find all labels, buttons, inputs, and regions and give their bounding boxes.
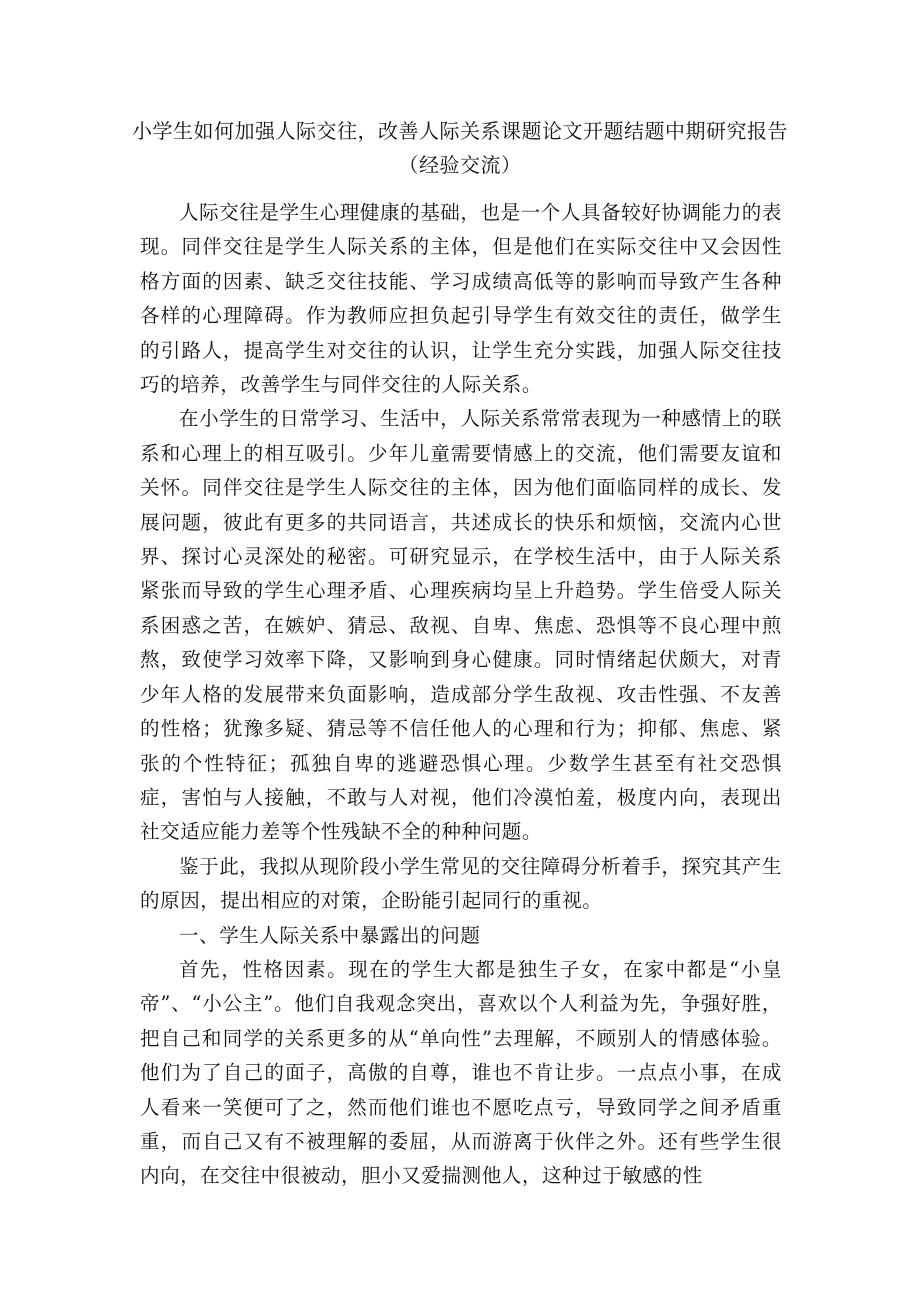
paragraph-personality-factor: 首先，性格因素。现在的学生大都是独生子女，在家中都是“小皇帝”、“小公主”。他们自我观念突出，喜欢以个人利益为先，争强好胜，把自己和同学的关系更多的从“单向性”去理解，不顾别人的情感体验。他们为了自己的面子，高傲的自尊，谁也不肯让步。一点点小事，在成人看来一笑便可了之，然而他们谁也不愿吃点亏，导致同学之间矛盾重重，而自己又有不被理解的委屈，从而游离于伙伴之外。还有些学生很内向，在交往中很被动，胆小又爱揣测他人，这种过于敏感的性 bbox=[140, 957, 782, 1188]
paragraph-purpose: 鉴于此，我拟从现阶段小学生常见的交往障碍分析着手，探究其产生的原因，提出相应的对策，企盼能引起同行的重视。 bbox=[140, 854, 783, 913]
section-heading: 一、学生人际关系中暴露出的问题 bbox=[179, 923, 481, 947]
paragraph-intro: 人际交往是学生心理健康的基础，也是一个人具备较好协调能力的表现。同伴交往是学生人际关系的主体，但是他们在实际交往中又会因性格方面的因素、缺乏交往技能、学习成绩高低等的影响而导致产生各种各样的心理障碍。作为教师应担负起引导学生有效交往的责任，做学生的引路人，提高学生对交往的认识，让学生充分实践，加强人际交往技巧的培养，改善学生与同伴交往的人际关系。 bbox=[140, 201, 783, 397]
document-body bbox=[140, 196, 782, 1194]
paragraph-background: 在小学生的日常学习、生活中，人际关系常常表现为一种感情上的联系和心理上的相互吸引。少年儿童需要情感上的交流，他们需要友谊和关怀。同伴交往是学生人际交往的主体，因为他们面临同样的成长、发展问题，彼此有更多的共同语言，共述成长的快乐和烦恼，交流内心世界、探讨心灵深处的秘密。可研究显示，在学校生活中，由于人际关系紧张而导致的学生心理矛盾、心理疾病均呈上升趋势。学生倍受人际关系困惑之苦，在嫉妒、猜忌、敌视、自卑、焦虑、恐惧等不良心理中煎熬，致使学习效率下降，又影响到身心健康。同时情绪起伏颇大，对青少年人格的发展带来负面影响，造成部分学生敌视、攻击性强、不友善的性格；犹豫多疑、猜忌等不信任他人的心理和行为；抑郁、焦虑、紧张的个性特征；孤独自卑的逃避恐惧心理。少数学生甚至有社交恐惧症，害怕与人接触，不敢与人对视，他们冷漠怕羞，极度内向，表现出社交适应能力差等个性残缺不全的种种问题。 bbox=[140, 407, 783, 844]
document-title: 小学生如何加强人际交往，改善人际关系课题论文开题结题中期研究报告（经验交流） bbox=[132, 119, 788, 177]
